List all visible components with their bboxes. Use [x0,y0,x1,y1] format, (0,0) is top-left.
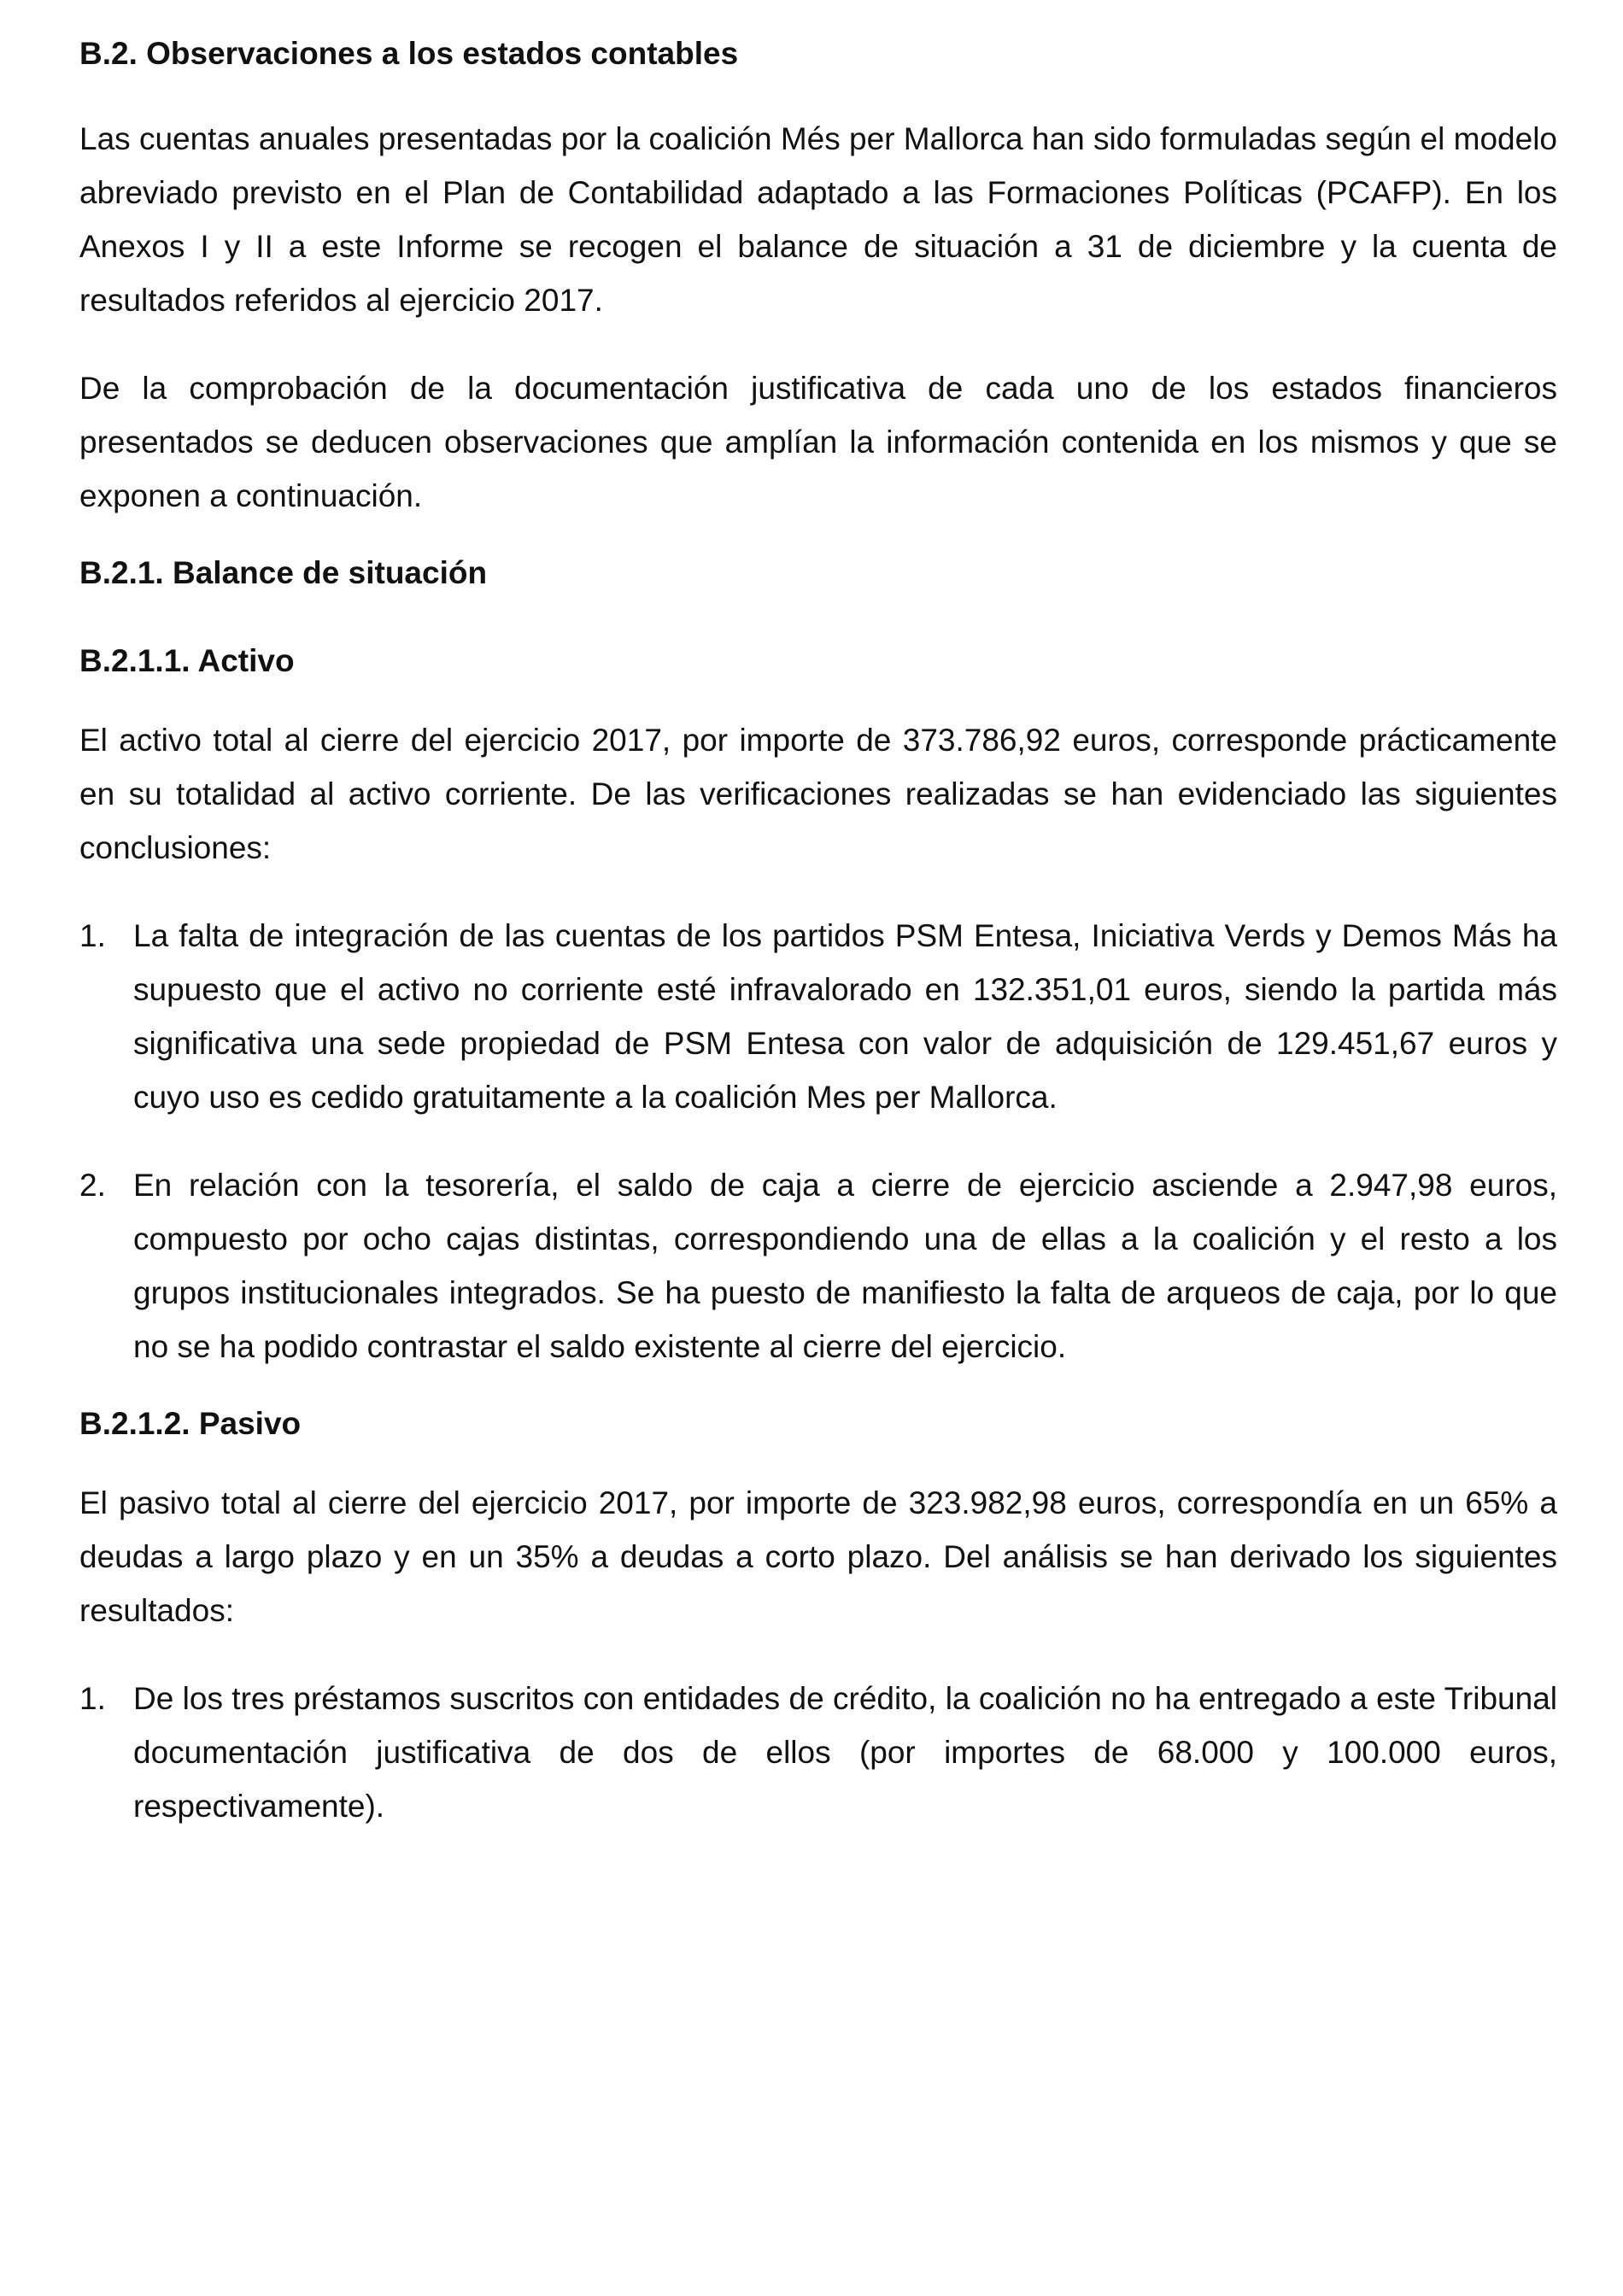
section-title: B.2. Observaciones a los estados contables [79,36,739,71]
intro-paragraph: Las cuentas anuales presentadas por la coalición Més per Mallorca han sido formuladas según el modelo abreviado previsto en el Plan de Contabilidad adaptado a las Formaciones Políticas (PCAFP). En los Anexos I y II a este Informe se recogen el balance de situación a 31 de diciembre y la cuenta de resultados referidos al ejercicio 2017. [79,121,1557,318]
activo-heading: B.2.1.1. Activo [79,643,295,678]
list-item-number: 1. [79,918,106,953]
balance-heading: B.2.1. Balance de situación [79,555,488,590]
observations-paragraph: De la comprobación de la documentación justificativa de cada uno de los estados financieros presentados se deducen observaciones que amplían la información contenida en los mismos y que se exponen a continuación. [79,371,1557,513]
list-item-text: De los tres préstamos suscritos con entidades de crédito, la coalición no ha entregado a este Tribunal documentación justificativa de dos de ellos (por importes de 68.000 y 100.000 euros, respectivamente). [133,1681,1557,1824]
list-item-text: La falta de integración de las cuentas de los partidos PSM Entesa, Iniciativa Verds y Demos Más ha supuesto que el activo no corriente esté infravalorado en 132.351,01 euros, siendo la partida más significativa una sede propiedad de PSM Entesa con valor de adquisición de 129.451,67 euros y cuyo uso es cedido gratuitamente a la coalición Mes per Mallorca. [133,918,1557,1115]
document-page [79,34,1557,1833]
pasivo-list [79,1672,1557,1833]
list-item-text: En relación con la tesorería, el saldo de caja a cierre de ejercicio asciende a 2.947,98 euros, compuesto por ocho cajas distintas, correspondiendo una de ellas a la coalición y el resto a los grupos institucionales integrados. Se ha puesto de manifiesto la falta de arqueos de caja, por lo que no se ha podido contrastar el saldo existente al cierre del ejercicio. [133,1168,1557,1364]
activo-intro: El activo total al cierre del ejercicio 2017, por importe de 373.786,92 euros, corresponde prácticamente en su totalidad al activo corriente. De las verificaciones realizadas se han evidenciado las siguientes conclusiones: [79,723,1557,865]
pasivo-intro: El pasivo total al cierre del ejercicio 2017, por importe de 323.982,98 euros, correspondía en un 65% a deudas a largo plazo y en un 35% a deudas a corto plazo. Del análisis se han derivado los siguientes resultados: [79,1485,1557,1628]
activo-list [79,909,1557,1374]
list-item [79,1158,1557,1374]
list-item-number: 2. [79,1168,106,1203]
list-item [79,1672,1557,1833]
list-item [79,909,1557,1124]
pasivo-heading: B.2.1.2. Pasivo [79,1406,302,1441]
list-item-number: 1. [79,1681,106,1716]
